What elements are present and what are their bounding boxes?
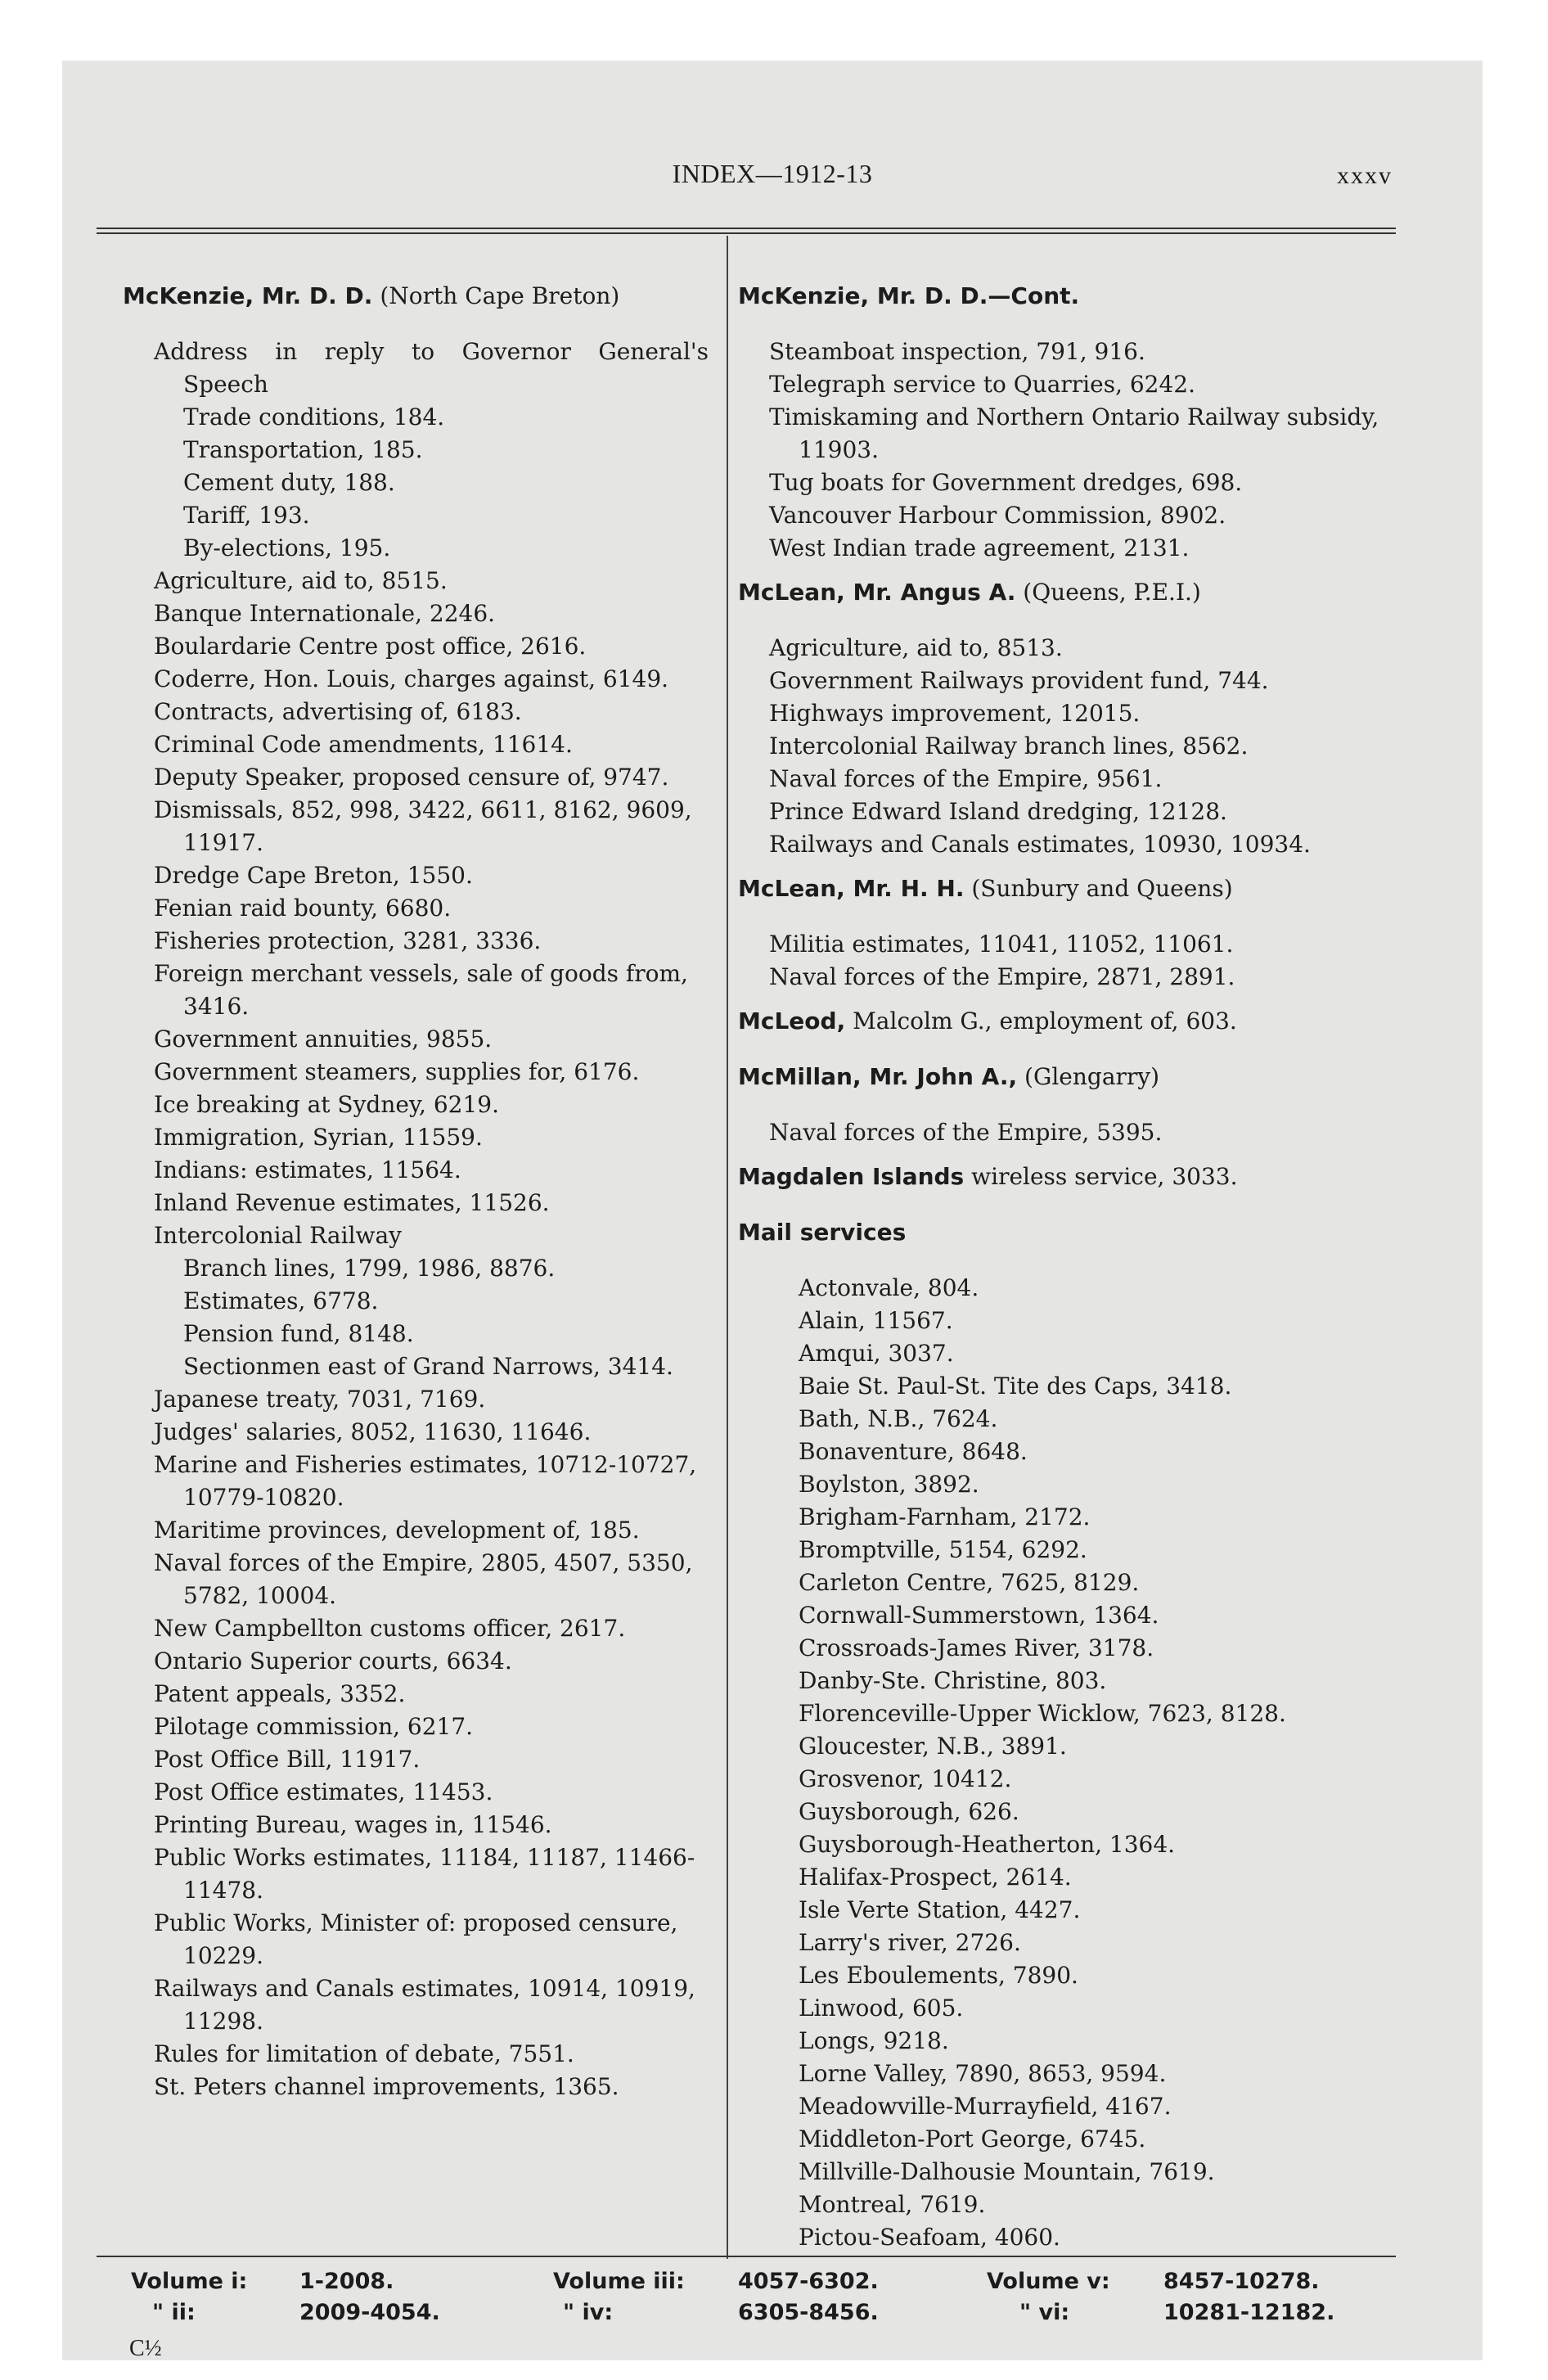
mail-services-list [738,1272,1393,2254]
entry-heading [738,872,1393,905]
index-entry: Ice breaking at Sydney, 6219. [154,1091,499,1118]
mail-service-entry: Brigham-Farnham, 2172. [799,1503,1091,1530]
mail-service-entry: Pictou-Seafoam, 4060. [799,2224,1060,2251]
sub-entry: Trade conditions, 184. [183,403,445,430]
volume-range: 2009-4054. [299,2300,440,2325]
volume-label: " iv: [563,2300,614,2325]
page-header [62,159,1483,208]
index-entry: Indians: estimates, 11564. [154,1156,461,1183]
volume-label: Volume v: [987,2269,1110,2294]
member-name: McKenzie, Mr. D. D.—Cont. [738,282,1080,309]
index-entry: Dismissals, 852, 998, 3422, 6611, 8162, 9609, 11917. [154,796,692,856]
index-entry: Naval forces of the Empire, 5395. [769,1119,1163,1146]
index-entry: Naval forces of the Empire, 2871, 2891. [769,963,1235,990]
index-entry: Telegraph service to Quarries, 6242. [769,371,1196,398]
index-entry: Contracts, advertising of, 6183. [154,698,522,725]
index-entry: Prince Edward Island dredging, 12128. [769,798,1227,825]
volume-range: 10281-12182. [1163,2300,1335,2325]
index-entry: Deputy Speaker, proposed censure of, 9747. [154,764,669,791]
index-entry: West Indian trade agreement, 2131. [769,534,1190,561]
mail-service-entry: Longs, 9218. [799,2027,949,2054]
mail-service-entry: Millville-Dalhousie Mountain, 7619. [799,2158,1215,2185]
mail-service-entry: Guysborough, 626. [799,1798,1019,1825]
index-entry: Post Office estimates, 11453. [154,1778,493,1805]
index-page [62,61,1483,2360]
entry-heading [738,280,1393,313]
mail-service-entry: Carleton Centre, 7625, 8129. [799,1569,1140,1596]
page-number: xxxv [1337,162,1393,189]
sub-entry: Transportation, 185. [183,436,423,463]
sub-entry: Sectionmen east of Grand Narrows, 3414. [183,1353,673,1380]
mail-service-entry: Bonaventure, 8648. [799,1438,1028,1465]
index-entry: Pilotage commission, 6217. [154,1713,474,1740]
index-entry: Agriculture, aid to, 8515. [154,567,448,594]
index-entry: Marine and Fisheries estimates, 10712-10727, 10779-10820. [154,1451,697,1511]
entry-heading [738,1005,1393,1038]
volume-key [62,2269,1483,2342]
running-head: INDEX—1912-13 [672,159,873,188]
index-entry: Rules for limitation of debate, 7551. [154,2040,574,2067]
index-entry: Immigration, Syrian, 11559. [154,1124,483,1151]
member-name: McLean, Mr. Angus A. [738,579,1016,606]
mail-service-entry: Cornwall-Summerstown, 1364. [799,1602,1159,1629]
index-entry: Naval forces of the Empire, 2805, 4507, 5350, 5782, 10004. [154,1549,693,1609]
index-entry: Tug boats for Government dredges, 698. [769,469,1243,496]
member-name: McKenzie, Mr. D. D. [123,282,373,309]
constituency: (Sunbury and Queens) [971,875,1233,902]
entry-heading [738,1216,1393,1249]
index-entry: Foreign merchant vessels, sale of goods from, 3416. [154,960,688,1020]
index-entry: Criminal Code amendments, 11614. [154,731,573,758]
index-entry: Highways improvement, 12015. [769,700,1141,727]
right-column [738,257,1393,2254]
mail-service-entry: Les Eboulements, 7890. [799,1962,1078,1989]
sub-entry: Estimates, 6778. [183,1287,379,1314]
member-name: McMillan, Mr. John A., [738,1063,1018,1090]
index-entry: Public Works, Minister of: proposed censure, 10229. [154,1909,678,1969]
index-entry: Dredge Cape Breton, 1550. [154,862,473,889]
index-entry: Patent appeals, 3352. [154,1680,406,1707]
sub-entry: Cement duty, 188. [183,469,395,496]
left-column [123,257,709,2103]
volume-range: 6305-8456. [738,2300,879,2325]
mail-service-entry: Larry's river, 2726. [799,1929,1021,1956]
index-entry: Government Railways provident fund, 744. [769,667,1269,694]
index-entry: Fisheries protection, 3281, 3336. [154,927,542,954]
volume-range: 4057-6302. [738,2269,879,2294]
mail-service-entry: Grosvenor, 10412. [799,1765,1012,1792]
index-entry: Intercolonial Railway [154,1222,402,1249]
index-entry: Railways and Canals estimates, 10914, 10919, 11298. [154,1975,695,2035]
index-entry: Agriculture, aid to, 8513. [769,634,1063,661]
index-entry: St. Peters channel improvements, 1365. [154,2073,619,2100]
member-name: McLean, Mr. H. H. [738,875,965,902]
index-entry: Address in reply to Governor General's [154,338,709,365]
mail-service-entry: Florenceville-Upper Wicklow, 7623, 8128. [799,1700,1286,1727]
subject-name: Magdalen Islands [738,1163,965,1190]
entry-heading [738,576,1393,609]
mail-service-entry: Bromptville, 5154, 6292. [799,1536,1087,1563]
index-entry: Naval forces of the Empire, 9561. [769,765,1163,792]
constituency: (Glengarry) [1024,1063,1160,1090]
mail-service-entry: Montreal, 7619. [799,2191,986,2218]
index-entry: Maritime provinces, development of, 185. [154,1517,640,1544]
mail-service-entry: Actonvale, 804. [799,1274,979,1301]
signature-mark: C½ [129,2336,162,2361]
mail-service-entry: Crossroads-James River, 3178. [799,1634,1154,1661]
index-entry: New Campbellton customs officer, 2617. [154,1615,626,1642]
index-entry: Speech [183,371,268,398]
volume-label: " vi: [1019,2300,1070,2325]
constituency: (North Cape Breton) [380,282,620,309]
entry-text: wireless service, 3033. [971,1163,1238,1190]
footer-rule [97,2256,1396,2257]
mail-service-entry: Alain, 11567. [799,1307,953,1334]
entry-heading [738,1161,1393,1193]
mail-service-entry: Gloucester, N.B., 3891. [799,1733,1067,1760]
sub-entry: Pension fund, 8148. [183,1320,414,1347]
volume-range: 8457-10278. [1163,2269,1320,2294]
sub-entry: By-elections, 195. [183,534,391,561]
header-double-rule [97,228,1396,234]
mail-service-entry: Linwood, 605. [799,1995,964,2022]
mail-service-entry: Baie St. Paul-St. Tite des Caps, 3418. [799,1373,1232,1400]
index-entry: Ontario Superior courts, 6634. [154,1648,512,1675]
index-entry: Printing Bureau, wages in, 11546. [154,1811,552,1838]
volume-range: 1-2008. [299,2269,394,2294]
subject-name: Mail services [738,1219,907,1246]
constituency: (Queens, P.E.I.) [1023,579,1201,606]
mail-service-entry: Middleton-Port George, 6745. [799,2125,1146,2152]
index-entry: Banque Internationale, 2246. [154,600,496,627]
index-entry: Timiskaming and Northern Ontario Railway subsidy, 11903. [769,403,1379,463]
index-entry: Intercolonial Railway branch lines, 8562. [769,732,1249,760]
index-entry: Inland Revenue estimates, 11526. [154,1189,550,1216]
mail-service-entry: Bath, N.B., 7624. [799,1405,998,1432]
mail-service-entry: Lorne Valley, 7890, 8653, 9594. [799,2060,1167,2087]
index-entry: Fenian raid bounty, 6680. [154,895,452,922]
index-entry: Government steamers, supplies for, 6176. [154,1058,640,1085]
mail-service-entry: Meadowville-Murrayfield, 4167. [799,2093,1172,2120]
volume-label: Volume i: [131,2269,248,2294]
index-entry: Post Office Bill, 11917. [154,1746,421,1773]
index-entry: Japanese treaty, 7031, 7169. [154,1386,486,1413]
index-entry: Coderre, Hon. Louis, charges against, 6149. [154,665,669,692]
index-entry: Railways and Canals estimates, 10930, 10934. [769,831,1311,858]
index-entry: Steamboat inspection, 791, 916. [769,338,1145,365]
mail-service-entry: Danby-Ste. Christine, 803. [799,1667,1107,1694]
mail-service-entry: Guysborough-Heatherton, 1364. [799,1831,1176,1858]
mail-service-entry: Amqui, 3037. [799,1340,954,1367]
index-entry: Boulardarie Centre post office, 2616. [154,633,587,660]
sub-entry: Tariff, 193. [183,502,310,529]
mail-service-entry: Boylston, 3892. [799,1471,979,1498]
index-entry: Government annuities, 9855. [154,1025,493,1053]
mail-service-entry: Halifax-Prospect, 2614. [799,1864,1072,1891]
index-entry: Public Works estimates, 11184, 11187, 11466-11478. [154,1844,695,1904]
index-entry: Militia estimates, 11041, 11052, 11061. [769,931,1234,958]
mail-service-entry: Isle Verte Station, 4427. [799,1896,1081,1923]
entry-heading [123,280,709,313]
entry-heading [738,1061,1393,1093]
sub-entry: Branch lines, 1799, 1986, 8876. [183,1255,556,1282]
member-name: McLeod, [738,1007,846,1034]
volume-label: Volume iii: [553,2269,685,2294]
index-entry: Vancouver Harbour Commission, 8902. [769,502,1226,529]
volume-label: " ii: [152,2300,196,2325]
entry-text: Malcolm G., employment of, 603. [853,1007,1237,1034]
index-entry: Judges' salaries, 8052, 11630, 11646. [154,1418,592,1445]
column-divider [727,236,728,2259]
